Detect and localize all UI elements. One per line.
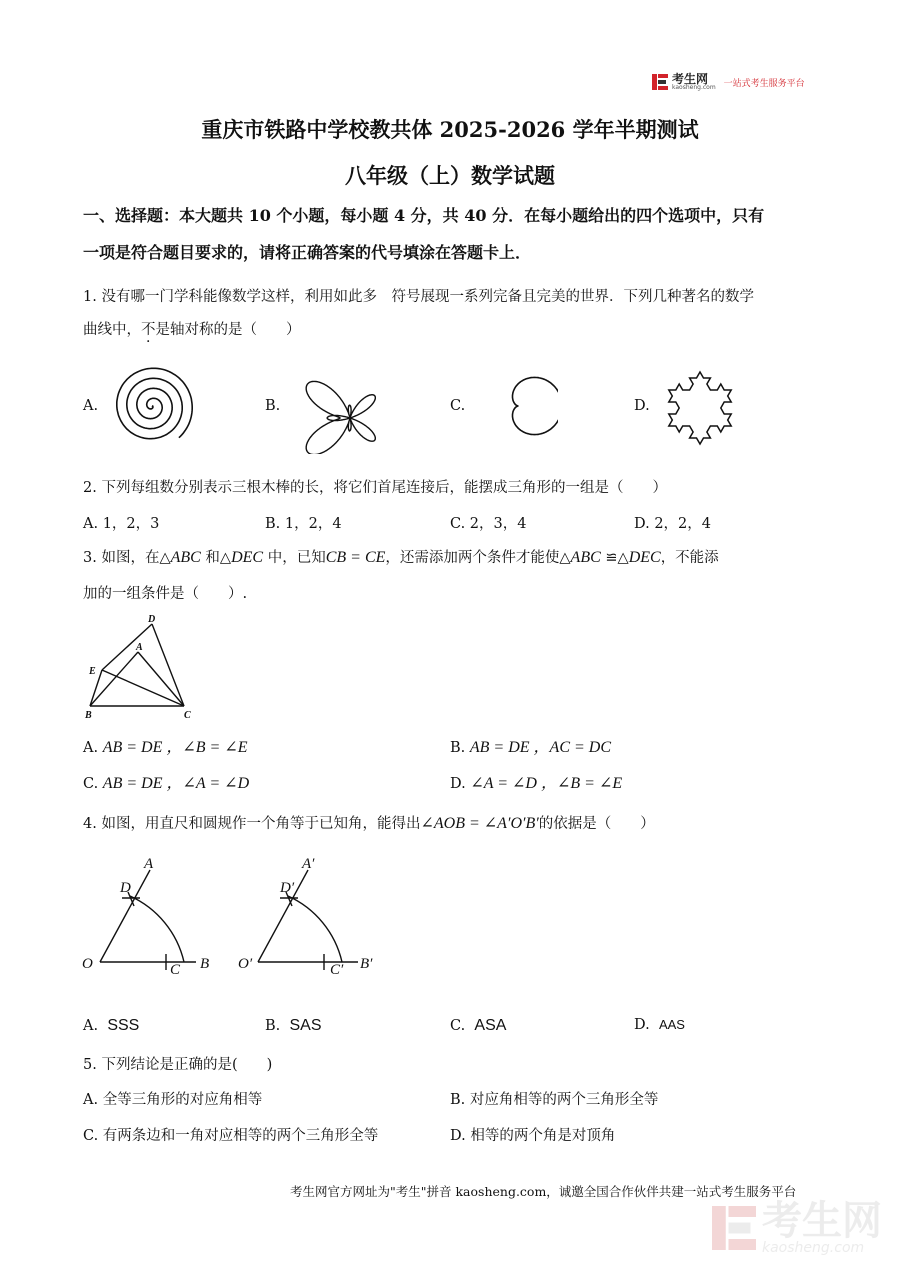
q3-option-d	[450, 770, 622, 793]
q3-option-a	[83, 734, 248, 757]
q4-option-c-text: ASA	[474, 1017, 507, 1034]
q4-figure-constructed-angle	[236, 850, 396, 980]
q1-figure-spiral	[100, 360, 210, 450]
q4-option-b-text: SAS	[289, 1017, 322, 1034]
q1-option-b-label: B.	[265, 398, 281, 414]
q3-math-cb-ce: CB = CE	[325, 549, 386, 566]
q3-stem-part: 和△	[200, 550, 232, 566]
q5-option-b: B. 对应角相等的两个三角形全等	[450, 1092, 659, 1108]
q4-option-b-label: B.	[265, 1018, 281, 1034]
q3-option-d-math: ∠A = ∠D ，∠B = ∠E	[470, 775, 623, 792]
brand-logo-text: 考生网	[672, 72, 709, 86]
watermark-text: 考生网	[762, 1198, 882, 1244]
q4-option-c-label: C.	[450, 1018, 466, 1034]
q5-option-d: D. 相等的两个角是对顶角	[450, 1128, 616, 1144]
q3-option-b-label: B.	[450, 740, 466, 756]
q4-fig1-label-a: A	[144, 856, 154, 872]
q4-math-angles: ∠AOB = ∠A′O′B′	[420, 815, 539, 832]
q1-option-d-label: D.	[634, 398, 650, 414]
q3-fig-label-d: D	[148, 614, 156, 625]
q3-stem-line2: 加的一组条件是（ ）.	[83, 586, 248, 602]
q2-option-a: A. 1，2，3	[83, 516, 160, 532]
exam-subtitle: 八年级（上）数学试题	[345, 163, 555, 188]
q3-option-c-math: AB = DE ，∠A = ∠D	[102, 775, 250, 792]
q4-fig2-label-b: B′	[360, 956, 373, 972]
q4-option-d-label: D.	[634, 1017, 650, 1033]
q3-math-abc2: ABC	[570, 549, 601, 566]
q3-option-c	[83, 770, 249, 793]
q4-option-d	[634, 1017, 685, 1033]
q4-option-c	[450, 1017, 506, 1035]
footer-note: 考生网官方网址为"考生"拼音 kaosheng.com，诚邀全国合作伙伴共建一站式考生服务平台	[290, 1184, 797, 1199]
exam-title: 重庆市铁路中学校教共体 2025-2026 学年半期测试	[201, 117, 699, 142]
q3-fig-label-a: A	[136, 642, 143, 653]
brand-logo	[652, 72, 805, 92]
q3-option-a-math: AB = DE ，∠B = ∠E	[102, 739, 248, 756]
section-heading-line1: 一、选择题：本大题共 10 个小题，每小题 4 分，共 40 分．在每小题给出的四个选项中，只有	[83, 206, 765, 225]
section-heading-line2: 一项是符合题目要求的，请将正确答案的代号填涂在答题卡上．	[83, 243, 532, 262]
q1-stem-part: 是轴对称的是（ ）	[155, 322, 301, 338]
q3-option-b	[450, 734, 611, 757]
watermark-sub: kaosheng.com	[762, 1240, 865, 1256]
q1-option-c-label: C.	[450, 398, 466, 414]
q4-option-a	[83, 1017, 139, 1035]
q1-stem-line1: 1. 没有哪一门学科能像数学这样，利用如此多 符号展现一系列完备且完美的世界．下列几种著名的数学	[83, 289, 754, 305]
q4-fig2-label-o: O′	[238, 956, 253, 972]
q2-option-d: D. 2，2，4	[634, 516, 712, 532]
q3-math-dec2: DEC	[628, 549, 661, 566]
q3-option-b-math: AB = DE ，AC = DC	[469, 739, 612, 756]
q4-fig1-label-d: D	[120, 880, 131, 896]
brand-logo-icon	[652, 72, 668, 92]
q5-option-a: A. 全等三角形的对应角相等	[83, 1092, 263, 1108]
q1-figure-butterfly	[278, 358, 422, 454]
q4-stem	[83, 812, 655, 833]
q4-fig2-label-a: A′	[302, 856, 315, 872]
q3-stem-part: 中，已知	[263, 550, 326, 566]
q4-option-b	[265, 1017, 322, 1035]
q3-stem-part: ，还需添加两个条件才能使△	[385, 550, 571, 566]
q1-emphasis-not: 不	[141, 322, 156, 338]
q4-option-a-label: A.	[83, 1018, 99, 1034]
q3-math-dec: DEC	[231, 549, 264, 566]
q5-stem: 5. 下列结论是正确的是( )	[83, 1057, 273, 1073]
q4-fig2-label-d: D′	[280, 880, 295, 896]
q2-option-b: B. 1，2，4	[265, 516, 342, 532]
q4-fig1-label-o: O	[82, 956, 93, 972]
q1-figure-cardioid	[468, 358, 558, 454]
q3-math-abc: ABC	[170, 549, 201, 566]
q3-stem-part: 3. 如图，在△	[83, 550, 171, 566]
brand-logo-sub: kaosheng.com	[672, 84, 716, 91]
q4-figure-original-angle	[78, 850, 228, 980]
q3-fig-label-b: B	[85, 710, 92, 721]
q3-stem-part: ≌△	[600, 550, 629, 566]
q4-fig1-label-b: B	[200, 956, 210, 972]
q1-figure-koch-snowflake	[650, 356, 750, 456]
q1-stem-line2	[83, 318, 301, 339]
q3-fig-label-c: C	[184, 710, 191, 721]
q3-option-a-label: A.	[83, 740, 99, 756]
q3-option-d-label: D.	[450, 776, 466, 792]
q4-stem-part: 4. 如图，用直尺和圆规作一个角等于已知角，能得出	[83, 816, 421, 832]
q3-stem-line1	[83, 546, 719, 567]
q4-fig1-label-c: C	[170, 962, 181, 978]
q1-stem-part: 曲线中，	[83, 322, 141, 338]
q4-option-d-text: AAS	[658, 1017, 685, 1032]
q3-option-c-label: C.	[83, 776, 99, 792]
brand-tagline: 一站式考生服务平台	[723, 78, 805, 89]
q3-fig-label-e: E	[89, 666, 96, 677]
q4-option-a-text: SSS	[107, 1017, 140, 1034]
q3-stem-part: ，不能添	[660, 550, 719, 566]
q5-option-c: C. 有两条边和一角对应相等的两个三角形全等	[83, 1128, 379, 1144]
q4-stem-part: 的依据是（ ）	[538, 816, 655, 832]
q2-option-c: C. 2，3，4	[450, 516, 527, 532]
q4-fig2-label-c: C′	[330, 962, 344, 978]
q2-stem: 2. 下列每组数分别表示三根木棒的长，将它们首尾连接后，能摆成三角形的一组是（ ）	[83, 480, 667, 496]
watermark	[712, 1200, 882, 1256]
q1-option-a-label: A.	[83, 398, 99, 414]
q3-figure-triangles	[80, 610, 205, 725]
watermark-logo-icon	[712, 1200, 756, 1256]
